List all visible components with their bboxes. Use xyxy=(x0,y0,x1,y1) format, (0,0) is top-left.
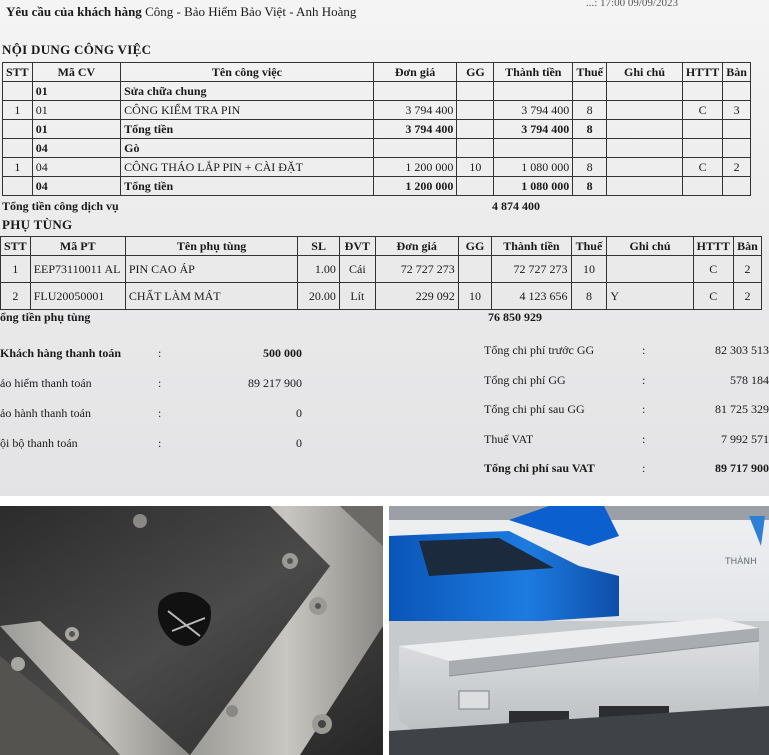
work-cell-stt xyxy=(3,139,33,158)
photo-strip xyxy=(0,500,769,755)
work-cell-name: Tổng tiền xyxy=(121,120,374,139)
work-cell-note xyxy=(607,120,683,139)
payment-colon: : xyxy=(158,406,162,420)
showroom-watermark: THÀNH xyxy=(725,557,757,567)
work-cell-code: 01 xyxy=(32,120,120,139)
payment-value: 0 xyxy=(296,406,302,420)
customer-name: Công - Bảo Hiểm Bảo Việt - Anh Hoàng xyxy=(145,4,357,19)
work-cell-price: 3 794 400 xyxy=(373,120,457,139)
payment-row xyxy=(0,406,330,422)
work-cell-name: CÔNG KIỂM TRA PIN xyxy=(121,101,374,120)
parts-col-header: ĐVT xyxy=(339,237,375,256)
work-cell-price xyxy=(373,139,457,158)
work-cell-stt: 1 xyxy=(3,101,33,120)
parts-cell-stt: 1 xyxy=(1,256,31,283)
summary-colon: : xyxy=(642,402,646,416)
payment-row xyxy=(0,376,330,392)
work-col-header: Tên công việc xyxy=(121,63,374,82)
work-row xyxy=(3,158,751,177)
work-cell-name: Sửa chữa chung xyxy=(121,82,374,101)
parts-cell-code: EEP73110011 AL xyxy=(30,256,125,283)
work-cell-ban xyxy=(723,82,751,101)
parts-col-header: STT xyxy=(1,237,31,256)
summary-colon: : xyxy=(642,461,646,475)
work-cell-amount: 3 794 400 xyxy=(494,101,573,120)
work-cell-code: 04 xyxy=(32,139,120,158)
work-cell-price xyxy=(373,82,457,101)
parts-cell-name: PIN CAO ÁP xyxy=(125,256,297,283)
work-cell-gg xyxy=(457,120,494,139)
parts-col-header: Thuế xyxy=(571,237,607,256)
summary-row xyxy=(484,402,769,418)
work-col-header: Thuế xyxy=(573,63,607,82)
work-cell-code: 01 xyxy=(32,82,120,101)
parts-cell-note: Y xyxy=(607,283,693,310)
parts-col-header: Ghi chú xyxy=(607,237,693,256)
work-table xyxy=(2,62,751,196)
parts-row xyxy=(1,283,762,310)
payment-value: 500 000 xyxy=(263,346,302,360)
payment-label: Khách hàng thanh toán xyxy=(0,346,122,360)
work-row xyxy=(3,82,751,101)
work-total-value: 4 874 400 xyxy=(492,199,540,213)
customer-request-line xyxy=(6,0,678,20)
work-cell-price: 1 200 000 xyxy=(373,177,457,196)
summary-value: 81 725 329 xyxy=(715,402,769,416)
work-row xyxy=(3,139,751,158)
work-cell-tax: 8 xyxy=(573,120,607,139)
work-col-header: Ghi chú xyxy=(607,63,683,82)
work-cell-gg xyxy=(457,177,494,196)
work-total-label: Tổng tiền công dịch vụ xyxy=(2,199,119,213)
work-cell-note xyxy=(607,158,683,177)
summary-label: Tổng chi phí trước GG xyxy=(484,343,595,357)
summary-row xyxy=(484,432,769,448)
parts-cell-price: 72 727 273 xyxy=(375,256,458,283)
work-cell-gg: 10 xyxy=(457,158,494,177)
parts-cell-gg: 10 xyxy=(458,283,492,310)
work-cell-httt xyxy=(682,177,722,196)
payment-value: 0 xyxy=(296,436,302,450)
damaged-battery-casing-photo xyxy=(0,506,383,755)
summary-label: Tổng chi phí GG xyxy=(484,372,566,387)
payment-colon: : xyxy=(158,376,162,390)
work-cell-name: Tổng tiền xyxy=(121,177,374,196)
payment-label: ảo hành thanh toán xyxy=(0,406,91,420)
work-cell-code: 01 xyxy=(32,101,120,120)
summary-row xyxy=(484,343,769,359)
work-col-header: HTTT xyxy=(682,63,722,82)
payment-label: ội bộ thanh toán xyxy=(0,436,78,450)
parts-cell-amount: 72 727 273 xyxy=(492,256,571,283)
work-cell-note xyxy=(607,177,683,196)
work-cell-tax: 8 xyxy=(573,158,607,177)
parts-cell-stt: 2 xyxy=(1,283,31,310)
work-row xyxy=(3,101,751,120)
work-section-title: NỘI DUNG CÔNG VIỆC xyxy=(2,42,152,57)
parts-col-header: SL xyxy=(298,237,340,256)
work-cell-gg xyxy=(457,139,494,158)
work-cell-price: 1 200 000 xyxy=(373,158,457,177)
summary-value: 82 303 513 xyxy=(715,343,769,357)
work-cell-code: 04 xyxy=(32,177,120,196)
quote-date: ...: 17:00 09/09/2023 xyxy=(586,0,678,9)
summary-row xyxy=(484,461,769,477)
parts-cell-gg xyxy=(458,256,492,283)
work-row xyxy=(3,177,751,196)
payment-colon: : xyxy=(158,436,162,450)
parts-col-header: Thành tiền xyxy=(492,237,571,256)
parts-col-header: GG xyxy=(458,237,492,256)
work-row xyxy=(3,120,751,139)
payment-colon: : xyxy=(158,346,162,360)
work-col-header: Đơn giá xyxy=(373,63,457,82)
work-cell-price: 3 794 400 xyxy=(373,101,457,120)
work-cell-amount xyxy=(494,82,573,101)
work-cell-stt xyxy=(3,177,33,196)
parts-cell-note xyxy=(607,256,693,283)
work-cell-amount: 1 080 000 xyxy=(494,177,573,196)
summary-value: 89 717 900 xyxy=(715,461,769,475)
payment-label: ảo hiểm thanh toán xyxy=(0,376,92,390)
work-col-header: STT xyxy=(3,63,33,82)
work-cell-gg xyxy=(457,101,494,120)
removed-battery-pack-photo xyxy=(389,506,769,755)
parts-cell-qty: 20.00 xyxy=(298,283,340,310)
work-cell-note xyxy=(607,139,683,158)
summary-label: Thuế VAT xyxy=(484,431,534,446)
parts-cell-httt: C xyxy=(693,256,733,283)
work-cell-httt xyxy=(682,82,722,101)
summary-row xyxy=(484,373,769,389)
summary-value: 578 184 xyxy=(730,372,769,387)
work-cell-tax xyxy=(573,139,607,158)
work-cell-ban xyxy=(723,120,751,139)
parts-cell-ban: 2 xyxy=(733,256,761,283)
work-cell-ban: 2 xyxy=(723,158,751,177)
summary-label: Tổng chi phí sau VAT xyxy=(484,461,595,475)
payment-value: 89 217 900 xyxy=(248,376,302,390)
work-cell-gg xyxy=(457,82,494,101)
parts-table xyxy=(0,236,762,310)
work-cell-httt: C xyxy=(682,101,722,120)
parts-table-header xyxy=(1,237,762,256)
parts-section-title: PHỤ TÙNG xyxy=(2,217,73,232)
work-cell-tax: 8 xyxy=(573,177,607,196)
work-cell-ban xyxy=(723,177,751,196)
work-cell-tax: 8 xyxy=(573,101,607,120)
work-cell-code: 04 xyxy=(32,158,120,177)
summary-colon: : xyxy=(642,372,646,387)
work-cell-stt xyxy=(3,120,33,139)
work-cell-ban: 3 xyxy=(723,101,751,120)
work-col-header: GG xyxy=(457,63,494,82)
parts-col-header: Mã PT xyxy=(30,237,125,256)
parts-cell-amount: 4 123 656 xyxy=(492,283,571,310)
work-cell-stt xyxy=(3,82,33,101)
work-col-header: Bàn xyxy=(723,63,751,82)
parts-cell-ban: 2 xyxy=(733,283,761,310)
payment-row xyxy=(0,346,330,362)
work-cell-amount: 3 794 400 xyxy=(494,120,573,139)
work-cell-name: Gò xyxy=(121,139,374,158)
payment-row xyxy=(0,436,330,452)
work-cell-ban xyxy=(723,139,751,158)
work-cell-note xyxy=(607,82,683,101)
work-cell-amount: 1 080 000 xyxy=(494,158,573,177)
parts-row xyxy=(1,256,762,283)
work-table-header xyxy=(3,63,751,82)
parts-cell-httt: C xyxy=(693,283,733,310)
parts-total-label: ổng tiền phụ tùng xyxy=(0,310,91,324)
summary-colon: : xyxy=(642,343,646,357)
parts-col-header: Bàn xyxy=(733,237,761,256)
customer-request-label: Yêu cầu của khách hàng xyxy=(6,4,142,19)
summary-label: Tổng chi phí sau GG xyxy=(484,402,585,416)
parts-col-header: Đơn giá xyxy=(375,237,458,256)
work-cell-httt xyxy=(682,139,722,158)
parts-total-value: 76 850 929 xyxy=(488,310,542,324)
parts-cell-code: FLU20050001 xyxy=(30,283,125,310)
parts-col-header: HTTT xyxy=(693,237,733,256)
work-cell-httt xyxy=(682,120,722,139)
parts-col-header: Tên phụ tùng xyxy=(125,237,297,256)
work-cell-tax xyxy=(573,82,607,101)
parts-cell-qty: 1.00 xyxy=(298,256,340,283)
work-cell-note xyxy=(607,101,683,120)
parts-cell-unit: Cái xyxy=(339,256,375,283)
work-cell-name: CÔNG THÁO LẮP PIN + CÀI ĐẶT xyxy=(121,158,374,177)
parts-cell-tax: 8 xyxy=(571,283,607,310)
parts-cell-unit: Lít xyxy=(339,283,375,310)
work-cell-stt: 1 xyxy=(3,158,33,177)
parts-cell-tax: 10 xyxy=(571,256,607,283)
parts-cell-price: 229 092 xyxy=(375,283,458,310)
summary-colon: : xyxy=(642,431,646,446)
work-col-header: Thành tiền xyxy=(494,63,573,82)
work-col-header: Mã CV xyxy=(32,63,120,82)
work-cell-amount xyxy=(494,139,573,158)
work-cell-httt: C xyxy=(682,158,722,177)
summary-value: 7 992 571 xyxy=(721,431,769,446)
parts-cell-name: CHẤT LÀM MÁT xyxy=(125,283,297,310)
